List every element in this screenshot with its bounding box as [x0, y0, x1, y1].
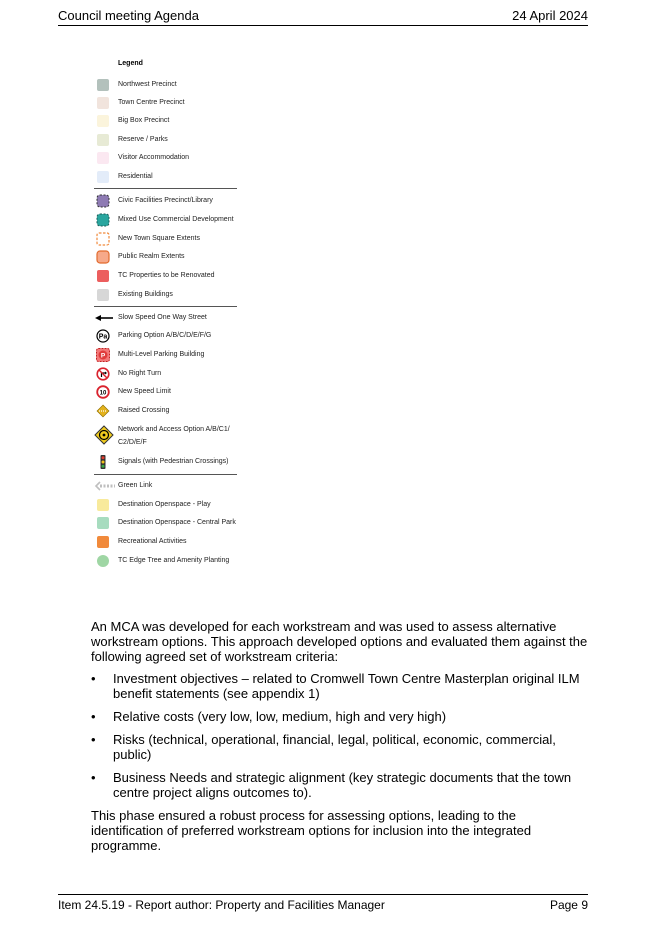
square-swatch-icon: [96, 78, 110, 92]
svg-text:Pa: Pa: [98, 333, 108, 341]
legend-item-label: Parking Option A/B/C/D/E/F/G: [118, 332, 212, 339]
page-header: [58, 8, 588, 26]
body-text: [91, 619, 591, 860]
legend-divider: [94, 474, 237, 475]
square-swatch-icon: [96, 170, 110, 184]
legend-item-raised-crossing: [94, 404, 239, 418]
no-right-turn-icon: [96, 367, 110, 381]
list-item: • Business Needs and strategic alignment (key strategic documents that the town centre project aligns outcomes to).: [91, 770, 572, 800]
legend-item-label: Signals (with Pedestrian Crossings): [118, 458, 229, 465]
legend-item-label: Civic Facilities Precinct/Library: [118, 197, 213, 204]
legend-item-existing-buildings: [94, 288, 239, 302]
legend-item-label: Visitor Accommodation: [118, 154, 190, 161]
legend-item-tc-properties: [94, 269, 239, 283]
legend-item-label: New Town Square Extents: [118, 235, 200, 242]
legend-item-residential: [94, 170, 239, 184]
legend-item-label: Green Link: [118, 482, 153, 489]
legend-item-label: TC Edge Tree and Amenity Planting: [118, 557, 230, 564]
bullet-icon: •: [91, 770, 96, 785]
legend-item-openspace-central-park: [94, 516, 239, 530]
legend-item-new-town-square: [94, 232, 239, 246]
page-footer: [58, 894, 588, 913]
legend-item-label: Big Box Precinct: [118, 117, 170, 124]
footer-item-author: Item 24.5.19 - Report author: Property and Facilities Manager: [58, 898, 385, 912]
legend-item-label: Destination Openspace - Central Park: [118, 519, 236, 526]
legend-item-town-centre-precinct: [94, 96, 239, 110]
speed-limit-icon: [96, 385, 110, 399]
dashed-square-icon: [96, 213, 110, 227]
outlined-square-icon: [96, 250, 110, 264]
dashed-square-icon: [96, 194, 110, 208]
network-diamond-icon: [94, 425, 114, 445]
legend-item-label: No Right Turn: [118, 370, 162, 377]
raised-crossing-icon: [96, 404, 110, 418]
svg-text:P: P: [100, 352, 106, 360]
legend-item-label: TC Properties to be Renovated: [118, 272, 215, 279]
legend-item-signals: [94, 455, 239, 469]
legend-item-label: Mixed Use Commercial Development: [118, 216, 234, 223]
legend-item-label: Recreational Activities: [118, 538, 187, 545]
criteria-list: [91, 671, 591, 800]
legend-item-reserve-parks: [94, 133, 239, 147]
square-swatch-icon: [96, 288, 110, 302]
legend-item-recreational: [94, 535, 239, 549]
legend-item-slow-speed: [94, 311, 239, 325]
legend-item-label: Network and Access Option A/B/C1/ C2/D/E/F: [118, 426, 230, 446]
parking-building-icon: [96, 348, 110, 362]
legend-item-label: Slow Speed One Way Street: [118, 314, 207, 321]
square-swatch-icon: [96, 96, 110, 110]
parking-circle-icon: [96, 329, 110, 343]
bullet-icon: •: [91, 671, 96, 686]
list-item: • Relative costs (very low, low, medium, high and very high): [91, 709, 447, 724]
legend-item-civic-facilities: [94, 194, 239, 208]
list-item: • Investment objectives – related to Cromwell Town Centre Masterplan original ILM benefit statements (see appendix 1): [91, 671, 580, 701]
legend-item-mixed-use: [94, 213, 239, 227]
legend-item-label: Public Realm Extents: [118, 253, 185, 260]
square-swatch-icon: [96, 114, 110, 128]
legend-item-multi-level-parking: [94, 348, 239, 362]
legend-item-visitor-accommodation: [94, 151, 239, 165]
closing-paragraph: This phase ensured a robust process for assessing options, leading to the identification of preferred workstream options for inclusion into the integrated programme.: [91, 808, 532, 853]
legend-item-parking-option: [94, 329, 239, 343]
legend-item-label: Existing Buildings: [118, 291, 173, 298]
legend-title: Legend: [118, 60, 143, 67]
square-swatch-icon: [96, 535, 110, 549]
legend-divider: [94, 188, 237, 189]
square-swatch-icon: [96, 269, 110, 283]
page-number: Page 9: [549, 898, 588, 912]
square-swatch-icon: [96, 498, 110, 512]
legend-item-label: Raised Crossing: [118, 407, 170, 414]
bullet-icon: •: [91, 732, 96, 747]
legend-item-openspace-play: [94, 498, 239, 512]
intro-paragraph: An MCA was developed for each workstream and was used to assess alternative workstream options. This approach developed options and evaluated them against the following agreed set of workstream criteria:: [91, 619, 588, 664]
legend-item-label: New Speed Limit: [118, 388, 171, 395]
legend-divider: [94, 306, 237, 307]
legend-item-label: Multi-Level Parking Building: [118, 351, 205, 358]
legend-item-tc-edge-tree: [94, 554, 239, 568]
arrow-left-icon: [94, 311, 114, 325]
header-date: 24 April 2024: [512, 8, 588, 23]
legend-item-no-right-turn: [94, 367, 239, 381]
svg-text:10: 10: [99, 390, 107, 397]
square-swatch-icon: [96, 516, 110, 530]
legend-item-public-realm: [94, 250, 239, 264]
traffic-signal-icon: [96, 455, 110, 469]
list-item: • Risks (technical, operational, financial, legal, political, economic, commercial, public): [91, 732, 556, 762]
legend-item-label: Town Centre Precinct: [118, 99, 185, 106]
legend-item-label: Reserve / Parks: [118, 136, 168, 143]
circle-swatch-icon: [96, 554, 110, 568]
legend-item-northwest-precinct: [94, 78, 239, 92]
bullet-icon: •: [91, 709, 96, 724]
dashed-outline-icon: [96, 232, 110, 246]
legend-item-label: Residential: [118, 173, 153, 180]
legend-item-big-box-precinct: [94, 114, 239, 128]
legend-item-label: Northwest Precinct: [118, 81, 177, 88]
green-link-arrow-icon: [94, 479, 116, 493]
header-title: Council meeting Agenda: [58, 8, 199, 23]
square-swatch-icon: [96, 133, 110, 147]
legend-item-speed-limit: [94, 385, 239, 399]
legend-item-label: Destination Openspace - Play: [118, 501, 211, 508]
square-swatch-icon: [96, 151, 110, 165]
legend-item-network-access: [94, 425, 239, 446]
legend-item-green-link: [94, 479, 239, 493]
